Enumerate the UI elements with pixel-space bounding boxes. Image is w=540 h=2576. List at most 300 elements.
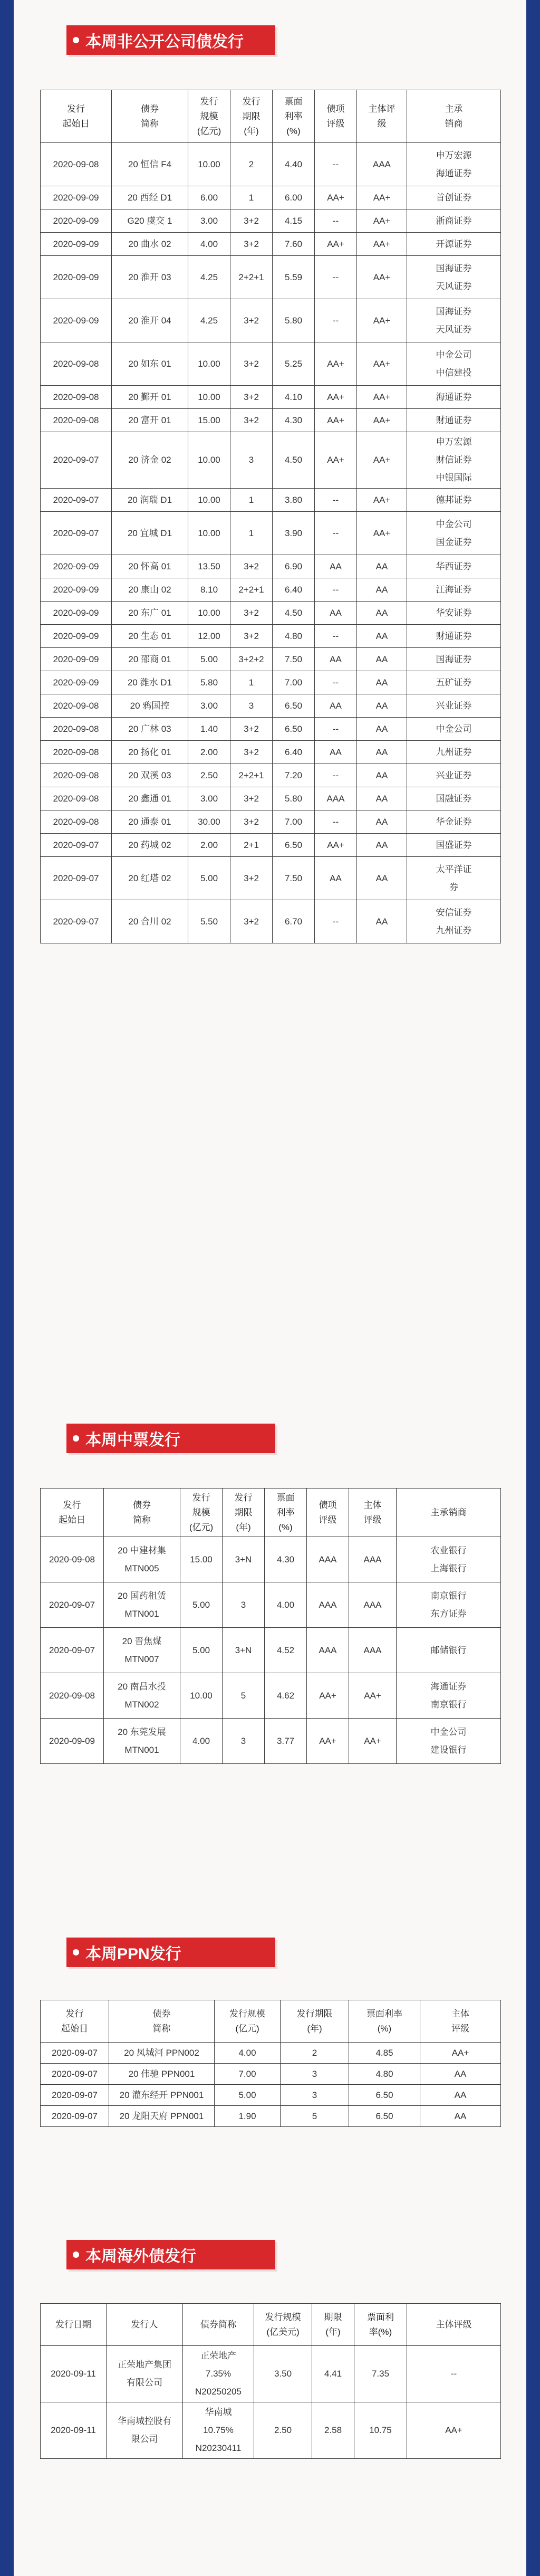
table-row — [41, 2043, 501, 2064]
column-header: 发行 起始日 — [41, 1489, 104, 1537]
table-cell: 5.80 — [273, 787, 315, 810]
table-cell: AA — [315, 741, 357, 764]
table-row — [41, 2402, 501, 2459]
table-cell: 浙商证券 — [407, 209, 501, 233]
table-cell: 中金公司 中信建投 — [407, 342, 501, 386]
table-cell: 华南城控股有 限公司 — [107, 2402, 183, 2459]
table-row — [41, 602, 501, 625]
table-cell: 15.00 — [180, 1537, 223, 1582]
table-cell: 8.10 — [188, 578, 230, 602]
table-cell: AA — [357, 648, 407, 671]
table-cell: 国盛证券 — [407, 834, 501, 857]
table-cell: 20 康山 02 — [112, 578, 188, 602]
table-row — [41, 1537, 501, 1582]
table-cell: 2020-09-08 — [41, 342, 112, 386]
table-row — [41, 787, 501, 810]
table-cell: -- — [315, 489, 357, 512]
table-header-row — [41, 2304, 501, 2346]
table-cell: AA+ — [357, 409, 407, 432]
table-cell: 3.90 — [273, 512, 315, 555]
table-header-row — [41, 90, 501, 143]
section-title-ppn: 本周PPN发行 — [66, 1938, 275, 1967]
table-row — [41, 1628, 501, 1673]
table-cell: 2020-09-08 — [41, 409, 112, 432]
table-cell: 2.50 — [254, 2402, 312, 2459]
table-cell: AA — [357, 764, 407, 787]
table-cell: 财通证券 — [407, 625, 501, 648]
table-row — [41, 810, 501, 834]
table-cell: 4.52 — [265, 1628, 307, 1673]
table-cell: 4.50 — [273, 432, 315, 489]
table-cell: 3 — [281, 2085, 349, 2106]
table-row — [41, 143, 501, 186]
table-cell: 6.40 — [273, 741, 315, 764]
table-cell: 1 — [230, 186, 273, 209]
table-cell: 20 鄞开 01 — [112, 386, 188, 409]
column-header: 发行期限 (年) — [281, 2000, 349, 2043]
table-cell: AA+ — [315, 409, 357, 432]
table-cell: AA — [357, 810, 407, 834]
table-cell: AA+ — [307, 1673, 349, 1719]
table-cell: AA — [420, 2085, 501, 2106]
table-cell: 20 宜城 D1 — [112, 512, 188, 555]
table-cell: 5 — [281, 2106, 349, 2127]
table-cell: 中金公司 建设银行 — [397, 1719, 501, 1764]
table-cell: AA+ — [357, 432, 407, 489]
table-cell: 4.25 — [188, 256, 230, 299]
table-cell: 6.90 — [273, 555, 315, 578]
table-cell: AA — [420, 2106, 501, 2127]
table-cell: 30.00 — [188, 810, 230, 834]
right-border-rail — [526, 0, 540, 2576]
table-cell: 财通证券 — [407, 409, 501, 432]
table-cell: 20 广林 03 — [112, 718, 188, 741]
table-row — [41, 1673, 501, 1719]
table-cell: AAA — [307, 1537, 349, 1582]
table-cell: 中金公司 国金证券 — [407, 512, 501, 555]
column-header: 发行 期限 (年) — [230, 90, 273, 143]
table-cell: AA+ — [315, 233, 357, 256]
table-row — [41, 834, 501, 857]
table-cell: 7.00 — [273, 810, 315, 834]
table-cell: 20 怀高 01 — [112, 555, 188, 578]
table-row — [41, 256, 501, 299]
table-row — [41, 209, 501, 233]
table-cell: 3+2 — [230, 233, 273, 256]
table-cell: 2020-09-09 — [41, 625, 112, 648]
table-cell: 10.00 — [188, 386, 230, 409]
table-cell: 6.50 — [349, 2106, 420, 2127]
table-cell: 正荣地产集团 有限公司 — [107, 2346, 183, 2402]
table-cell: 20 龙阳天府 PPN001 — [109, 2106, 215, 2127]
table-cell: 20 药城 02 — [112, 834, 188, 857]
table-cell: 邮储银行 — [397, 1628, 501, 1673]
table-cell: 2+2+1 — [230, 764, 273, 787]
table-cell: 国海证券 天风证券 — [407, 256, 501, 299]
table-cell: 1 — [230, 671, 273, 694]
table-cell: 20 恒信 F4 — [112, 143, 188, 186]
table-cell: 2020-09-08 — [41, 787, 112, 810]
content-area — [14, 0, 526, 2576]
table-cell: AA+ — [407, 2402, 501, 2459]
table-cell: 7.60 — [273, 233, 315, 256]
table-cell: -- — [315, 209, 357, 233]
table-cell: -- — [315, 143, 357, 186]
table-cell: 3+2+2 — [230, 648, 273, 671]
table-cell: 20 润瑞 D1 — [112, 489, 188, 512]
table-cell: 4.41 — [312, 2346, 354, 2402]
table-cell: 2020-09-09 — [41, 186, 112, 209]
table-row — [41, 648, 501, 671]
table-cell: 10.00 — [188, 489, 230, 512]
table-row — [41, 578, 501, 602]
table-cell: 20 曲水 02 — [112, 233, 188, 256]
table-cell: 2.50 — [188, 764, 230, 787]
table-cell: 4.30 — [265, 1537, 307, 1582]
table-cell: AAA — [349, 1628, 397, 1673]
table-cell: AA — [315, 857, 357, 900]
table-cell: 7.20 — [273, 764, 315, 787]
table-cell: AA+ — [357, 489, 407, 512]
table-cell: AA+ — [349, 1719, 397, 1764]
table-cell: AA+ — [315, 834, 357, 857]
table-cell: 3+2 — [230, 409, 273, 432]
table-cell: 海通证券 南京银行 — [397, 1673, 501, 1719]
table-row — [41, 741, 501, 764]
table-row — [41, 857, 501, 900]
table-cell: 申万宏源 海通证券 — [407, 143, 501, 186]
table-cell: AA+ — [349, 1673, 397, 1719]
table-cell: 10.00 — [188, 512, 230, 555]
column-header: 期限 (年) — [312, 2304, 354, 2346]
table-cell: 5.80 — [273, 299, 315, 342]
table-cell: 3.50 — [254, 2346, 312, 2402]
table-cell: 10.00 — [188, 143, 230, 186]
table-cell: 3+2 — [230, 299, 273, 342]
table-cell: 20 中建材集 MTN005 — [104, 1537, 180, 1582]
table-cell: 3.80 — [273, 489, 315, 512]
table-cell: 5.00 — [180, 1582, 223, 1628]
table-cell: 4.00 — [215, 2043, 281, 2064]
table-cell: 5.80 — [188, 671, 230, 694]
table-cell: 2020-09-07 — [41, 1582, 104, 1628]
table-cell: 德邦证券 — [407, 489, 501, 512]
column-header: 发行日期 — [41, 2304, 107, 2346]
table-cell: 1.90 — [215, 2106, 281, 2127]
table-cell: -- — [315, 900, 357, 943]
table-cell: 2020-09-07 — [41, 834, 112, 857]
table-cell: 3+2 — [230, 386, 273, 409]
table-cell: 12.00 — [188, 625, 230, 648]
table-row — [41, 512, 501, 555]
table-cell: 7.50 — [273, 857, 315, 900]
table-cell: 4.40 — [273, 143, 315, 186]
table-cell: 2020-09-07 — [41, 432, 112, 489]
table-cell: -- — [407, 2346, 501, 2402]
table-cell: AA — [315, 648, 357, 671]
table-cell: 申万宏源 财信证券 中银国际 — [407, 432, 501, 489]
table-cell: 2020-09-07 — [41, 2085, 109, 2106]
table-cell: 2020-09-07 — [41, 2106, 109, 2127]
table-cell: 5.00 — [180, 1628, 223, 1673]
table-cell: 兴业证券 — [407, 694, 501, 718]
table-cell: AA — [357, 602, 407, 625]
table-cell: 2020-09-08 — [41, 1673, 104, 1719]
table-row — [41, 1719, 501, 1764]
table-cell: AA — [357, 857, 407, 900]
table-cell: 3+2 — [230, 209, 273, 233]
table-cell: 国海证券 天风证券 — [407, 299, 501, 342]
table-cell: 6.50 — [273, 694, 315, 718]
table-cell: 3+2 — [230, 787, 273, 810]
table-row — [41, 1582, 501, 1628]
table-cell: 江海证券 — [407, 578, 501, 602]
table-cell: 20 西经 D1 — [112, 186, 188, 209]
table-cell: 2020-09-09 — [41, 1719, 104, 1764]
table-cell: AA — [357, 578, 407, 602]
section-title-overseas-bonds: 本周海外债发行 — [66, 2240, 275, 2269]
table-row — [41, 2085, 501, 2106]
table-cell: AA — [357, 718, 407, 741]
table-row — [41, 694, 501, 718]
table-cell: 2020-09-08 — [41, 764, 112, 787]
table-cell: 3.00 — [188, 787, 230, 810]
table-cell: 20 晋焦煤 MTN007 — [104, 1628, 180, 1673]
table-cell: 3+2 — [230, 342, 273, 386]
table-cell: 南京银行 东方证券 — [397, 1582, 501, 1628]
table-row — [41, 2106, 501, 2127]
left-border-rail — [0, 0, 14, 2576]
table-cell: 20 伟驰 PPN001 — [109, 2064, 215, 2085]
table-cell: 6.50 — [349, 2085, 420, 2106]
table-cell: 华西证券 — [407, 555, 501, 578]
table-cell: 五矿证券 — [407, 671, 501, 694]
table-cell: 2020-09-07 — [41, 489, 112, 512]
table-cell: 海通证券 — [407, 386, 501, 409]
table-cell: -- — [315, 256, 357, 299]
table-cell: 4.15 — [273, 209, 315, 233]
table-cell: AAA — [349, 1537, 397, 1582]
table-row — [41, 718, 501, 741]
table-cell: -- — [315, 578, 357, 602]
column-header: 发行 规模 (亿元) — [180, 1489, 223, 1537]
table-cell: 2020-09-08 — [41, 1537, 104, 1582]
table-cell: 20 扬化 01 — [112, 741, 188, 764]
table-cell: AA+ — [315, 342, 357, 386]
table-cell: AA — [357, 671, 407, 694]
table-cell: 3.77 — [265, 1719, 307, 1764]
overseas-bond-table — [40, 2303, 501, 2459]
table-cell: AA — [315, 694, 357, 718]
section-title-mtn: 本周中票发行 — [66, 1424, 275, 1453]
table-row — [41, 299, 501, 342]
table-row — [41, 764, 501, 787]
column-header: 票面利 率(%) — [354, 2304, 407, 2346]
table-cell: 2020-09-11 — [41, 2346, 107, 2402]
table-cell: 20 凤城河 PPN002 — [109, 2043, 215, 2064]
table-cell: 5.25 — [273, 342, 315, 386]
table-cell: 1 — [230, 489, 273, 512]
column-header: 主体评 级 — [357, 90, 407, 143]
table-cell: 20 淮开 03 — [112, 256, 188, 299]
table-cell: AAA — [307, 1628, 349, 1673]
column-header: 债券 简称 — [104, 1489, 180, 1537]
table-cell: 7.00 — [215, 2064, 281, 2085]
table-cell: 2.00 — [188, 741, 230, 764]
column-header: 票面 利率 (%) — [273, 90, 315, 143]
table-cell: 20 双溪 03 — [112, 764, 188, 787]
table-cell: 4.80 — [349, 2064, 420, 2085]
table-cell: 20 如东 01 — [112, 342, 188, 386]
table-cell: 5 — [223, 1673, 265, 1719]
table-cell: 3+2 — [230, 857, 273, 900]
table-cell: 10.00 — [180, 1673, 223, 1719]
column-header: 债券 简称 — [109, 2000, 215, 2043]
table-cell: -- — [315, 764, 357, 787]
table-cell: 3+2 — [230, 555, 273, 578]
table-cell: AAA — [307, 1582, 349, 1628]
table-cell: 5.00 — [188, 648, 230, 671]
table-cell: 4.80 — [273, 625, 315, 648]
table-cell: AA+ — [357, 299, 407, 342]
table-cell: 首创证券 — [407, 186, 501, 209]
table-cell: 1 — [230, 512, 273, 555]
table-cell: AA+ — [315, 432, 357, 489]
table-cell: AA+ — [357, 186, 407, 209]
table-cell: 3 — [223, 1719, 265, 1764]
table-cell: -- — [315, 625, 357, 648]
table-row — [41, 386, 501, 409]
table-cell: AA — [315, 555, 357, 578]
table-cell: 国融证券 — [407, 787, 501, 810]
table-cell: 13.50 — [188, 555, 230, 578]
private-corporate-bond-table — [40, 90, 501, 943]
section-title-private-corporate-bonds: 本周非公开公司债发行 — [66, 25, 275, 55]
table-cell: 20 南昌水投 MTN002 — [104, 1673, 180, 1719]
table-cell: AA+ — [307, 1719, 349, 1764]
table-cell: 6.00 — [188, 186, 230, 209]
table-cell: 2.58 — [312, 2402, 354, 2459]
table-cell: AA — [357, 834, 407, 857]
table-cell: 3 — [230, 432, 273, 489]
table-cell: -- — [315, 718, 357, 741]
table-cell: 2020-09-08 — [41, 694, 112, 718]
table-cell: AA — [357, 694, 407, 718]
table-cell: 2020-09-07 — [41, 2064, 109, 2085]
table-row — [41, 186, 501, 209]
table-cell: 2020-09-11 — [41, 2402, 107, 2459]
table-cell: 2020-09-07 — [41, 1628, 104, 1673]
table-cell: 华南城 10.75% N20230411 — [183, 2402, 254, 2459]
table-cell: 20 济金 02 — [112, 432, 188, 489]
table-cell: 太平洋证 券 — [407, 857, 501, 900]
table-cell: 4.50 — [273, 602, 315, 625]
table-cell: 20 合川 02 — [112, 900, 188, 943]
table-cell: 3 — [230, 694, 273, 718]
table-cell: 10.00 — [188, 432, 230, 489]
table-cell: AAA — [349, 1582, 397, 1628]
table-cell: 3+2 — [230, 810, 273, 834]
table-cell: 华金证券 — [407, 810, 501, 834]
table-cell: 20 东莞发展 MTN001 — [104, 1719, 180, 1764]
table-cell: 2020-09-09 — [41, 555, 112, 578]
table-cell: 中金公司 — [407, 718, 501, 741]
table-cell: 20 潍水 D1 — [112, 671, 188, 694]
table-cell: 20 生态 01 — [112, 625, 188, 648]
table-cell: 国海证券 — [407, 648, 501, 671]
table-cell: 农业银行 上海银行 — [397, 1537, 501, 1582]
table-cell: 3+2 — [230, 718, 273, 741]
table-cell: 4.25 — [188, 299, 230, 342]
table-cell: 2020-09-09 — [41, 602, 112, 625]
table-cell: 4.10 — [273, 386, 315, 409]
column-header: 主体 评级 — [349, 1489, 397, 1537]
table-cell: 20 国药租赁 MTN001 — [104, 1582, 180, 1628]
table-cell: AA — [357, 555, 407, 578]
ppn-table — [40, 2000, 501, 2127]
table-cell: 2020-09-07 — [41, 857, 112, 900]
table-header-row — [41, 1489, 501, 1537]
table-row — [41, 555, 501, 578]
table-cell: -- — [315, 512, 357, 555]
table-row — [41, 900, 501, 943]
table-cell: AA — [357, 625, 407, 648]
table-cell: 2020-09-09 — [41, 256, 112, 299]
table-cell: 6.40 — [273, 578, 315, 602]
table-cell: 7.00 — [273, 671, 315, 694]
table-cell: -- — [315, 299, 357, 342]
table-cell: 2020-09-09 — [41, 671, 112, 694]
table-cell: -- — [315, 671, 357, 694]
table-cell: AA+ — [315, 186, 357, 209]
table-cell: 2020-09-09 — [41, 233, 112, 256]
table-cell: AA+ — [357, 209, 407, 233]
column-header: 主承销商 — [397, 1489, 501, 1537]
table-cell: 2.00 — [188, 834, 230, 857]
column-header: 债券 简称 — [112, 90, 188, 143]
table-cell: 2020-09-08 — [41, 143, 112, 186]
table-cell: 3+N — [223, 1628, 265, 1673]
table-cell: 20 富开 01 — [112, 409, 188, 432]
table-cell: 3.00 — [188, 694, 230, 718]
table-cell: 10.00 — [188, 342, 230, 386]
table-cell: AA+ — [357, 233, 407, 256]
table-row — [41, 409, 501, 432]
table-cell: 2020-09-09 — [41, 299, 112, 342]
table-cell: 6.70 — [273, 900, 315, 943]
table-row — [41, 489, 501, 512]
table-cell: -- — [315, 810, 357, 834]
table-cell: 3+2 — [230, 602, 273, 625]
table-cell: 2020-09-07 — [41, 2043, 109, 2064]
table-row — [41, 432, 501, 489]
column-header: 发行人 — [107, 2304, 183, 2346]
table-cell: 3 — [281, 2064, 349, 2085]
table-cell: 20 鑫通 01 — [112, 787, 188, 810]
table-cell: AAA — [357, 143, 407, 186]
column-header: 票面 利率 (%) — [265, 1489, 307, 1537]
table-cell: 1.40 — [188, 718, 230, 741]
table-cell: 5.59 — [273, 256, 315, 299]
mtn-table — [40, 1488, 501, 1764]
table-cell: 3.00 — [188, 209, 230, 233]
table-cell: 2020-09-08 — [41, 810, 112, 834]
table-cell: 2020-09-08 — [41, 386, 112, 409]
table-cell: 正荣地产 7.35% N20250205 — [183, 2346, 254, 2402]
table-cell: AA+ — [420, 2043, 501, 2064]
table-cell: 20 红塔 02 — [112, 857, 188, 900]
table-cell: 2+2+1 — [230, 256, 273, 299]
